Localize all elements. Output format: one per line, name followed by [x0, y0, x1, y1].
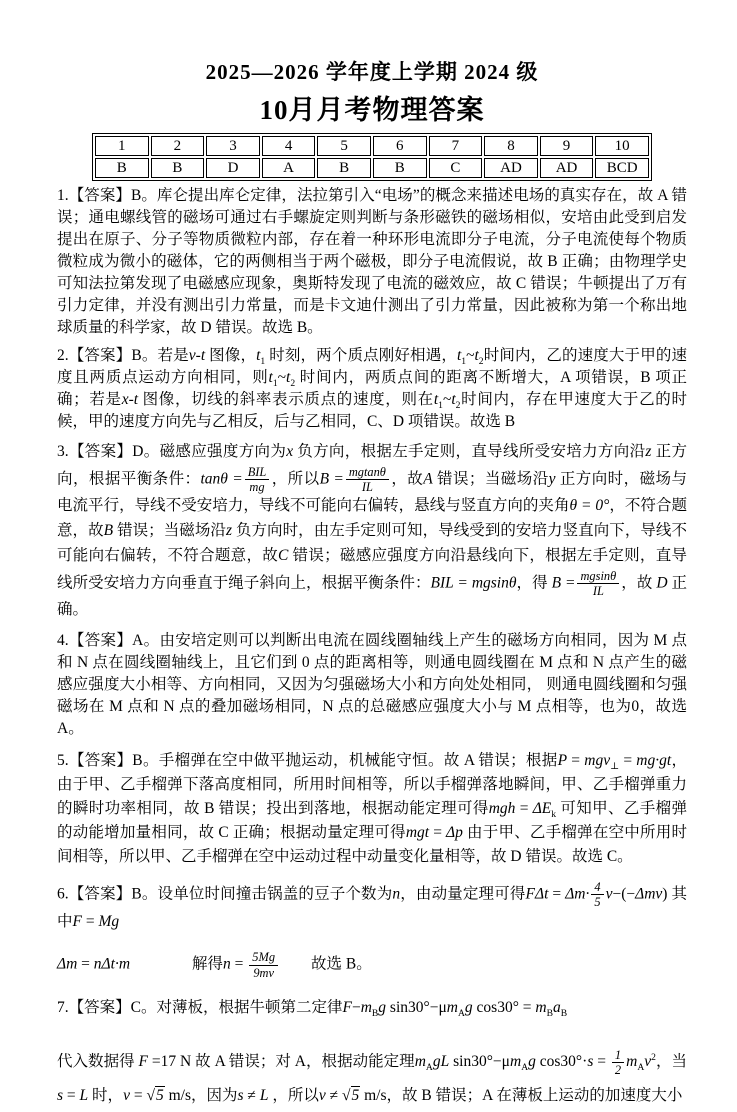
solution-4-paragraph: 4.【答案】A。由安培定则可以判断出电流在圆线圈轴线上产生的磁场方向相同，因为 M 点和 N 点在圆线圈轴线上，且它们到 0 点的距离相等，则通电圆线圈在 M 点和 N 点产生的磁感应强度大小相等、方向相同，又因为匀强磁场大小和方向处处相同， 则通电圆线圈和匀强磁场在 M 点和 N 点的叠加磁场相同，N 点的总磁感应强度大小与 M 点相等，也为0，故选 A。	[57, 632, 687, 738]
answer-value-row	[95, 158, 649, 178]
answer-value-cell: B	[317, 158, 371, 178]
answer-value-cell: B	[373, 158, 427, 178]
answer-number-cell: 5	[317, 136, 371, 156]
answer-value-cell: BCD	[595, 158, 649, 178]
solution-7-block-1-paragraph: 7.【答案】C。对薄板，根据牛顿第二定律$F-m_Bg$ $\sin 30^\circ-\mu m_Ag$ $\cos 30^\circ = m_Ba_B$	[57, 998, 568, 1020]
answer-value-cell: AD	[484, 158, 538, 178]
answer-number-row	[95, 136, 649, 156]
solution-1-paragraph: 1.【答案】B。库仑提出库仑定律，法拉第引入“电场”的概念来描述电场的真实存在，故 A 错误；通电螺线管的磁场可通过右手螺旋定则判断与条形磁铁的磁场相似，安培由此受到启发提出在原子、分子等物质微粒内部，存在着一种环形电流即分子电流，分子电流使每个物质微粒成为微小的磁体，它的两侧相当于两个磁极，即分子电流假说，故 B 正确；由物理学史可知法拉第发现了电磁感应现象，奥斯特发现了电流的磁效应，故 C 错误；牛顿提出了万有引力定律，并没有测出引力常量，而是卡文迪什测出了引力常量，因此被称为第一个称出地球质量的科学家，故 D 错误。故选 B。	[57, 187, 687, 336]
answer-value-cell: B	[95, 158, 149, 178]
answer-number-cell: 8	[484, 136, 538, 156]
page-subtitle: 10月月考物理答案	[259, 95, 485, 125]
answer-number-cell: 6	[373, 136, 427, 156]
document-header	[57, 56, 687, 127]
page-title: 2025—2026 学年度上学期 2024 级	[205, 60, 539, 84]
solution-3-paragraph: 3.【答案】D。磁感应强度方向为x 负方向，根据左手定则，直导线所受安培力方向沿z 正方向，根据平衡条件：tanθ = $\frac{\text{BIL}}{mg}$ ，所以B = $\frac{mgtan\theta}{IL}$ ，故A 错误；当磁场沿y 正方向时，磁场与电流平行，导线不受安培力，导线不可能向右偏转，悬线与竖直方向的夹角θ = 0°，不符合题意，故B 错误；当磁场沿z 负方向时，由左手定则可知，导线受到的安培力竖直向下，导线不可能向右偏转，不符合题意，故C 错误；磁感应强度方向沿悬线向下，根据左手定则，直导线所受安培力方向垂直于绳子斜向上，根据平衡条件：BIL = mgsinθ，得 B = $\frac{mgsin\theta}{IL}$ ，故 D 正确。	[57, 443, 687, 619]
solution-7-block-2-paragraph: 代入数据得 F =17 N 故 A 错误；对 A，根据动能定理$m_AgL$ $\sin 30^\circ-\mu m_Ag$ cos30°·s = $\frac{1}{2}$ $m_Av^2$，当s = L 时，v = √5 m/s，因为s ≠ L ，所以v ≠ √5 m/s，故 B 错误；A 在薄板上运动的加速度大小	[57, 1048, 687, 1104]
answer-number-cell: 4	[262, 136, 316, 156]
answer-number-cell: 7	[429, 136, 483, 156]
solution-6-block-1-paragraph: 6.【答案】B。设单位时间撞击锅盖的豆子个数为n，由动量定理可得FΔt = Δm· $\frac{4}{5}$ v−(−Δmv) 其中F = Mg	[57, 880, 687, 930]
answer-value-cell: B	[151, 158, 205, 178]
solutions-container	[57, 185, 687, 1112]
answer-number-cell: 1	[95, 136, 149, 156]
answer-key-table	[92, 133, 652, 181]
answer-value-cell: A	[262, 158, 316, 178]
solution-6-block-2-paragraph: Δm = nΔt·m 解得n = $\frac{5Mg}{9mv}$ 故选 B。	[57, 950, 372, 980]
answer-number-cell: 2	[151, 136, 205, 156]
answer-number-cell: 10	[595, 136, 649, 156]
answer-value-cell: C	[429, 158, 483, 178]
solution-5-paragraph: 5.【答案】B。手榴弹在空中做平抛运动，机械能守恒。故 A 错误；根据P = mgv$_\perp$ = mg·gt，由于甲、乙手榴弹下落高度相同，所用时间相等，所以手榴弹落地瞬间，甲、乙手榴弹重力的瞬时功率相同，故 B 错误；投出到落地，根据动能定理可得mgh = $\Delta E_k$ 可知甲、乙手榴弹的动能增加量相同，故 C 正确；根据动量定理可得mgt = Δp 由于甲、乙手榴弹在空中所用时间相等，所以甲、乙手榴弹在空中运动过程中动量变化量相等，故 D 错误。故选 C。	[57, 752, 687, 866]
answer-value-cell: D	[206, 158, 260, 178]
answer-value-cell: AD	[540, 158, 594, 178]
solution-2-paragraph: 2.【答案】B。若是v-t 图像，$t_1$ 时刻，两个质点刚好相遇，$t_1\sim t_2$时间内，乙的速度大于甲的速度且两质点运动方向相同，则$t_1\sim t_2$ 时间内，两质点间的距离不断增大，A 项错误，B 项正确；若是x-t 图像，切线的斜率表示质点的速度，则在$t_1\sim t_2$时间内，存在甲速度大于乙的时候，甲的速度方向先与乙相反，后与乙相同，C、D 项错误。故选 B	[57, 347, 687, 430]
answer-number-cell: 9	[540, 136, 594, 156]
answer-number-cell: 3	[206, 136, 260, 156]
